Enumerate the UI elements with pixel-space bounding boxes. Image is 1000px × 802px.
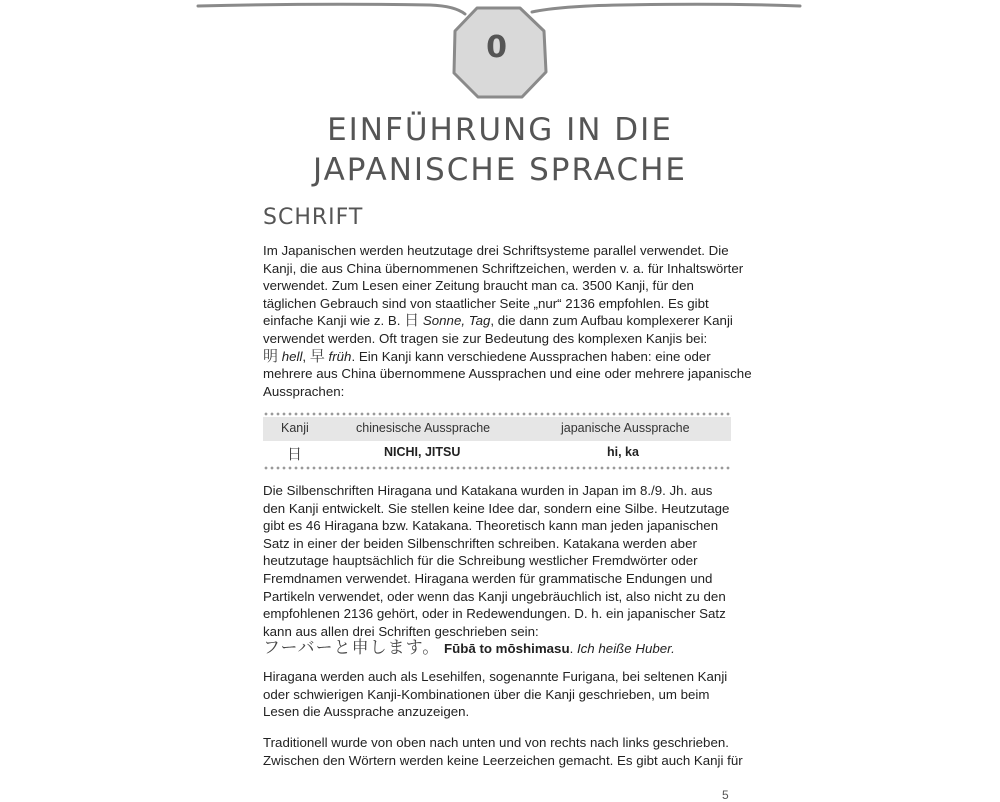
chapter-title-line-1: EINFÜHRUNG IN DIE — [327, 112, 673, 148]
table-row — [263, 441, 731, 465]
table-header-chinese: chinesische Aussprache — [356, 421, 491, 435]
paragraph-furigana — [263, 668, 741, 721]
text-line: Kanji, die aus China übernommenen Schriftzeichen, werden v. a. für Inhaltswörter — [263, 260, 744, 276]
paragraph-syllabaries — [263, 482, 741, 662]
text-line: Aussprachen: — [263, 383, 345, 399]
paragraph-writing-systems — [263, 242, 752, 400]
text-line: Lesen die Aussprache anzuzeigen. — [263, 704, 470, 720]
kanji-pronunciation-table — [263, 411, 731, 471]
text-line: Hiragana werden auch als Lesehilfen, sogenannte Furigana, bei seltenen Kanji — [263, 669, 728, 684]
text-line: gibt es 46 Hiragana bzw. Katakana. Theoretisch kann man jeden japanischen — [263, 518, 719, 534]
text-line: 明 hell, 早 früh. Ein Kanji kann verschiedene Aussprachen haben: eine oder — [263, 346, 711, 365]
kanji-sun: 日 — [404, 311, 420, 330]
text-line: verwendet. Zum Lesen einer Zeitung braucht man ca. 3500 Kanji, für den — [263, 278, 694, 294]
text-line: Die Silbenschriften Hiragana und Katakana wurden in Japan im 8./9. Jh. aus — [263, 483, 713, 498]
text-run: . Ein Kanji kann verschiedene Aussprachen haben: eine oder — [351, 348, 711, 364]
kanji-bright: 明 — [263, 346, 279, 365]
paragraph-writing-direction — [263, 734, 741, 769]
text-line: mehrere aus China übernommene Aussprachen und eine oder mehrere japanische — [263, 366, 752, 382]
text-line — [263, 312, 741, 330]
text-line: verwendet werden. Oft tragen sie zur Bedeutung des komplexen Kanjis bei: — [263, 330, 708, 346]
text-line: Im Japanischen werden heutzutage drei Schriftsysteme parallel verwendet. Die — [263, 243, 729, 258]
table-cell-chinese: NICHI, JITSU — [384, 445, 461, 459]
chapter-title-line-2: JAPANISCHE SPRACHE — [313, 152, 687, 188]
text-line: heutzutage hauptsächlich für die Schreibung westlicher Fremdwörter oder — [263, 553, 698, 569]
kanji-meaning: früh — [328, 348, 352, 364]
table-header-row — [263, 417, 731, 441]
table-header-japanese: japanische Aussprache — [561, 421, 690, 435]
text-line: Satz in einer der beiden Silbenschriften schreiben. Katakana werden aber — [263, 535, 697, 551]
page-number: 5 — [722, 788, 729, 802]
kanji-meaning: Sonne, Tag — [422, 313, 491, 329]
example-japanese: フーバーと申します。 — [263, 638, 441, 659]
section-heading: SCHRIFT — [263, 205, 364, 230]
example-romaji: Fūbā to mōshimasu — [443, 641, 570, 657]
text-line: Zwischen den Wörtern werden keine Leerzeichen gemacht. Es gibt auch Kanji für — [263, 752, 743, 768]
text-run: einfache Kanji wie z. B. — [263, 313, 405, 329]
chapter-number: 0 — [486, 30, 508, 65]
text-run: , die dann zum Aufbau komplexerer Kanji — [490, 313, 733, 329]
text-line: den Kanji entwickelt. Sie stellen keine Idee dar, sondern eine Silbe. Heutzutage — [263, 500, 730, 516]
table-cell-japanese: hi, ka — [607, 445, 639, 459]
text-line: täglichen Gebrauch sind von staatlicher Seite „nur“ 2136 empfohlen. Es gibt — [263, 295, 709, 311]
text-line: oder schwierigen Kanji-Kombinationen über die Kanji geschrieben, um beim — [263, 686, 710, 702]
table-cell-kanji: 日 — [287, 445, 303, 463]
text-line: kann aus allen drei Schriften geschrieben sein: — [263, 623, 539, 639]
text-line: Partikeln verwendet, oder wenn das Kanji ungebräuchlich ist, also nicht zu den — [263, 588, 726, 604]
chapter-title — [250, 110, 750, 190]
text-line: empfohlenen 2136 gehört, oder in Redewendungen. D. h. ein japanischer Satz — [263, 606, 726, 622]
kanji-early: 早 — [309, 346, 325, 365]
example-sentence: フーバーと申します。 Fūbā to mōshimasu. Ich heiße Huber. — [263, 638, 675, 659]
text-line: Fremdnamen verwendet. Hiragana werden für grammatische Endungen und — [263, 570, 713, 586]
table-dotted-border — [263, 465, 731, 471]
text-line: Traditionell wurde von oben nach unten und von rechts nach links geschrieben. — [263, 735, 729, 750]
table-header-kanji: Kanji — [281, 421, 309, 435]
example-translation: Ich heiße Huber. — [576, 641, 675, 657]
kanji-meaning: hell — [281, 348, 303, 364]
